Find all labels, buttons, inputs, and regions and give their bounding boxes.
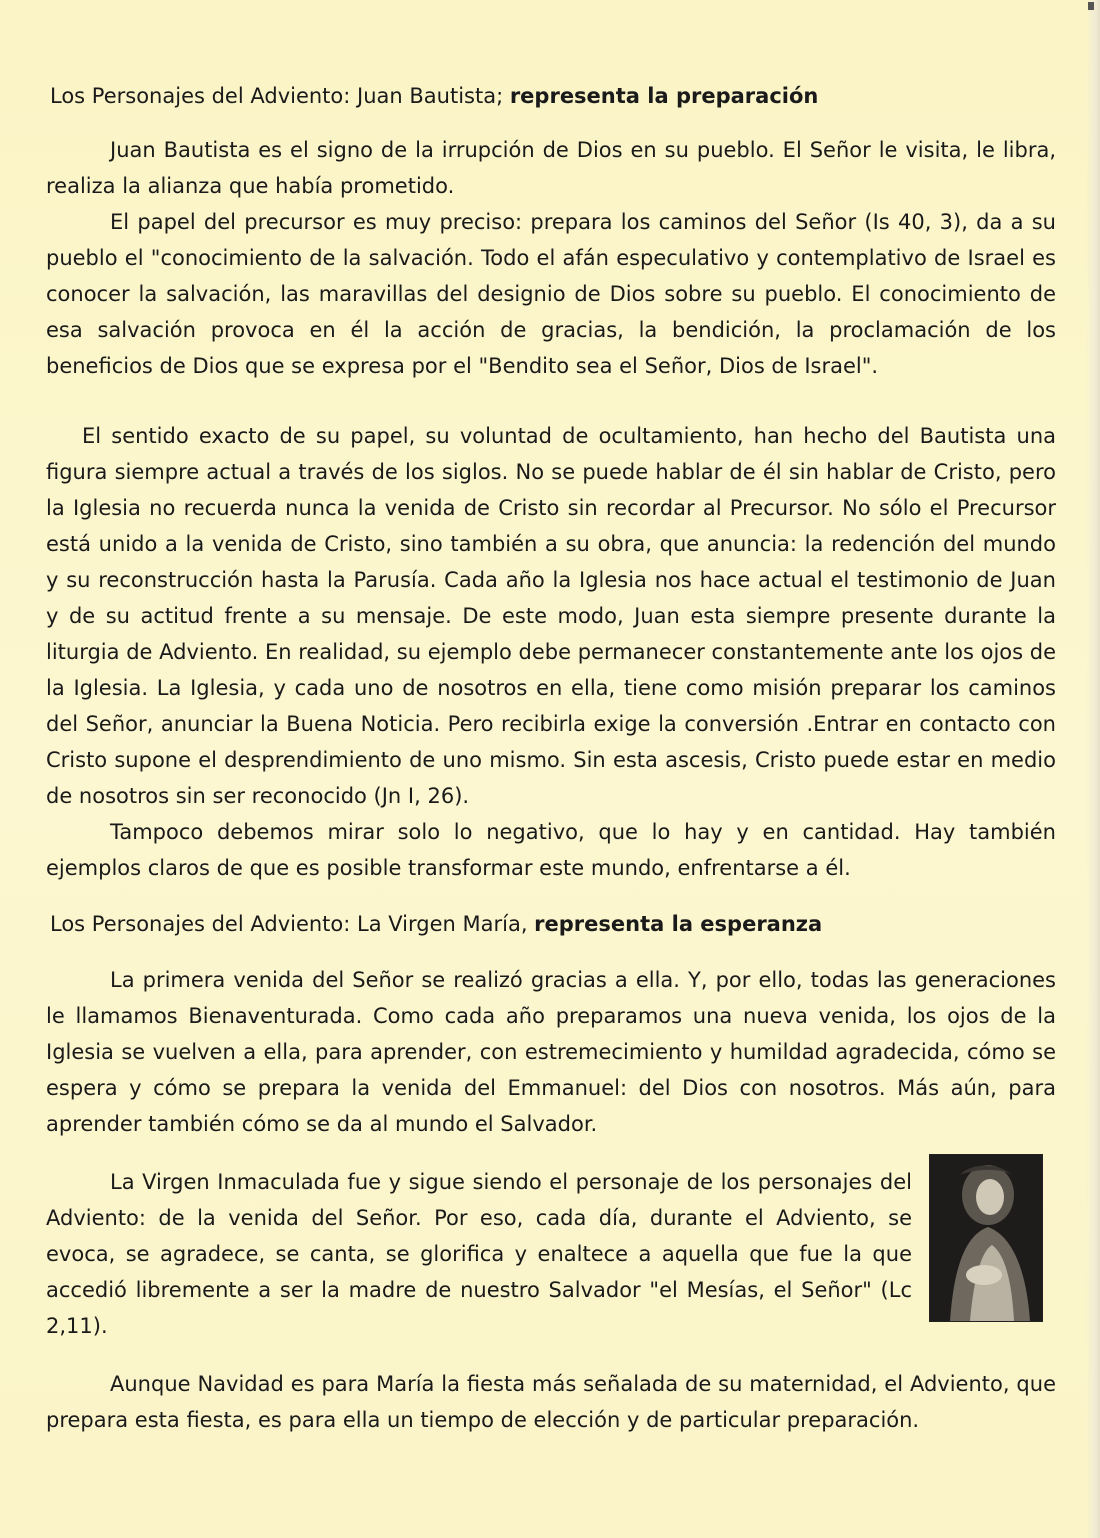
section-heading-maria	[46, 906, 1056, 942]
heading-bold-text: representa la preparación	[509, 84, 819, 108]
document-body	[46, 78, 1056, 1438]
heading-plain-text: Los Personajes del Adviento: La Virgen María,	[50, 912, 535, 936]
paragraph: La primera venida del Señor se realizó gracias a ella. Y, por ello, todas las generaciones le llamamos Bienaventurada. Como cada año preparamos una nueva venida, los ojos de la Iglesia se vuelven a ella, para aprender, con estremecimiento y humildad agradecida, cómo se espera y cómo se prepara la venida del Emmanuel: del Dios con nosotros. Más aún, para aprender también cómo se da al mundo el Salvador.	[46, 968, 1056, 1136]
paragraph: La Virgen Inmaculada fue y sigue siendo el personaje de los personajes del Adviento: de la venida del Señor. Por eso, cada día, durante el Adviento, se evoca, se agradece, se canta, se glorifica y enaltece a aquella que fue la que accedió libremente a ser la madre de nuestro Salvador "el Mesías, el Señor" (Lc 2,11).	[46, 1170, 912, 1338]
heading-bold-text: representa la esperanza	[534, 912, 823, 936]
virgin-mary-statue-image	[929, 1154, 1043, 1322]
paragraph: Juan Bautista es el signo de la irrupción de Dios en su pueblo. El Señor le visita, le libra, realiza la alianza que había prometido.	[46, 138, 1056, 198]
heading-plain-text: Los Personajes del Adviento: Juan Bautista;	[50, 84, 510, 108]
paragraph: El sentido exacto de su papel, su voluntad de ocultamiento, han hecho del Bautista una figura siempre actual a través de los siglos. No se puede hablar de él sin hablar de Cristo, pero la Iglesia no recuerda nunca la venida de Cristo sin recordar al Precursor. No sólo el Precursor está unido a la venida de Cristo, sino también a su obra, que anuncia: la redención del mundo y su reconstrucción hasta la Parusía. Cada año la Iglesia nos hace actual el testimonio de Juan y de su actitud frente a su mensaje. De este modo, Juan esta siempre presente durante la liturgia de Adviento. En realidad, su ejemplo debe permanecer constantemente ante los ojos de la Iglesia. La Iglesia, y cada uno de nosotros en ella, tiene como misión preparar los caminos del Señor, anunciar la Buena Noticia. Pero recibirla exige la conversión .Entrar en contacto con Cristo supone el desprendimiento de uno mismo. Sin esta ascesis, Cristo puede estar en medio de nosotros sin ser reconocido (Jn I, 26).	[46, 424, 1056, 808]
paragraph: El papel del precursor es muy preciso: prepara los caminos del Señor (Is 40, 3), da a su pueblo el "conocimiento de la salvación. Todo el afán especulativo y contemplativo de Israel es conocer la salvación, las maravillas del designio de Dios sobre su pueblo. El conocimiento de esa salvación provoca en él la acción de gracias, la bendición, la proclamación de los beneficios de Dios que se expresa por el "Bendito sea el Señor, Dios de Israel".	[46, 210, 1056, 378]
paragraph: Aunque Navidad es para María la fiesta más señalada de su maternidad, el Adviento, que prepara esta fiesta, es para ella un tiempo de elección y de particular preparación.	[46, 1372, 1056, 1432]
section-heading-juan	[46, 78, 1056, 114]
page-edge-shadow	[1086, 0, 1100, 1538]
maria-block	[46, 1164, 1056, 1344]
corner-mark	[1088, 2, 1094, 10]
paragraph: Tampoco debemos mirar solo lo negativo, que lo hay y en cantidad. Hay también ejemplos claros de que es posible transformar este mundo, enfrentarse a él.	[46, 820, 1056, 880]
